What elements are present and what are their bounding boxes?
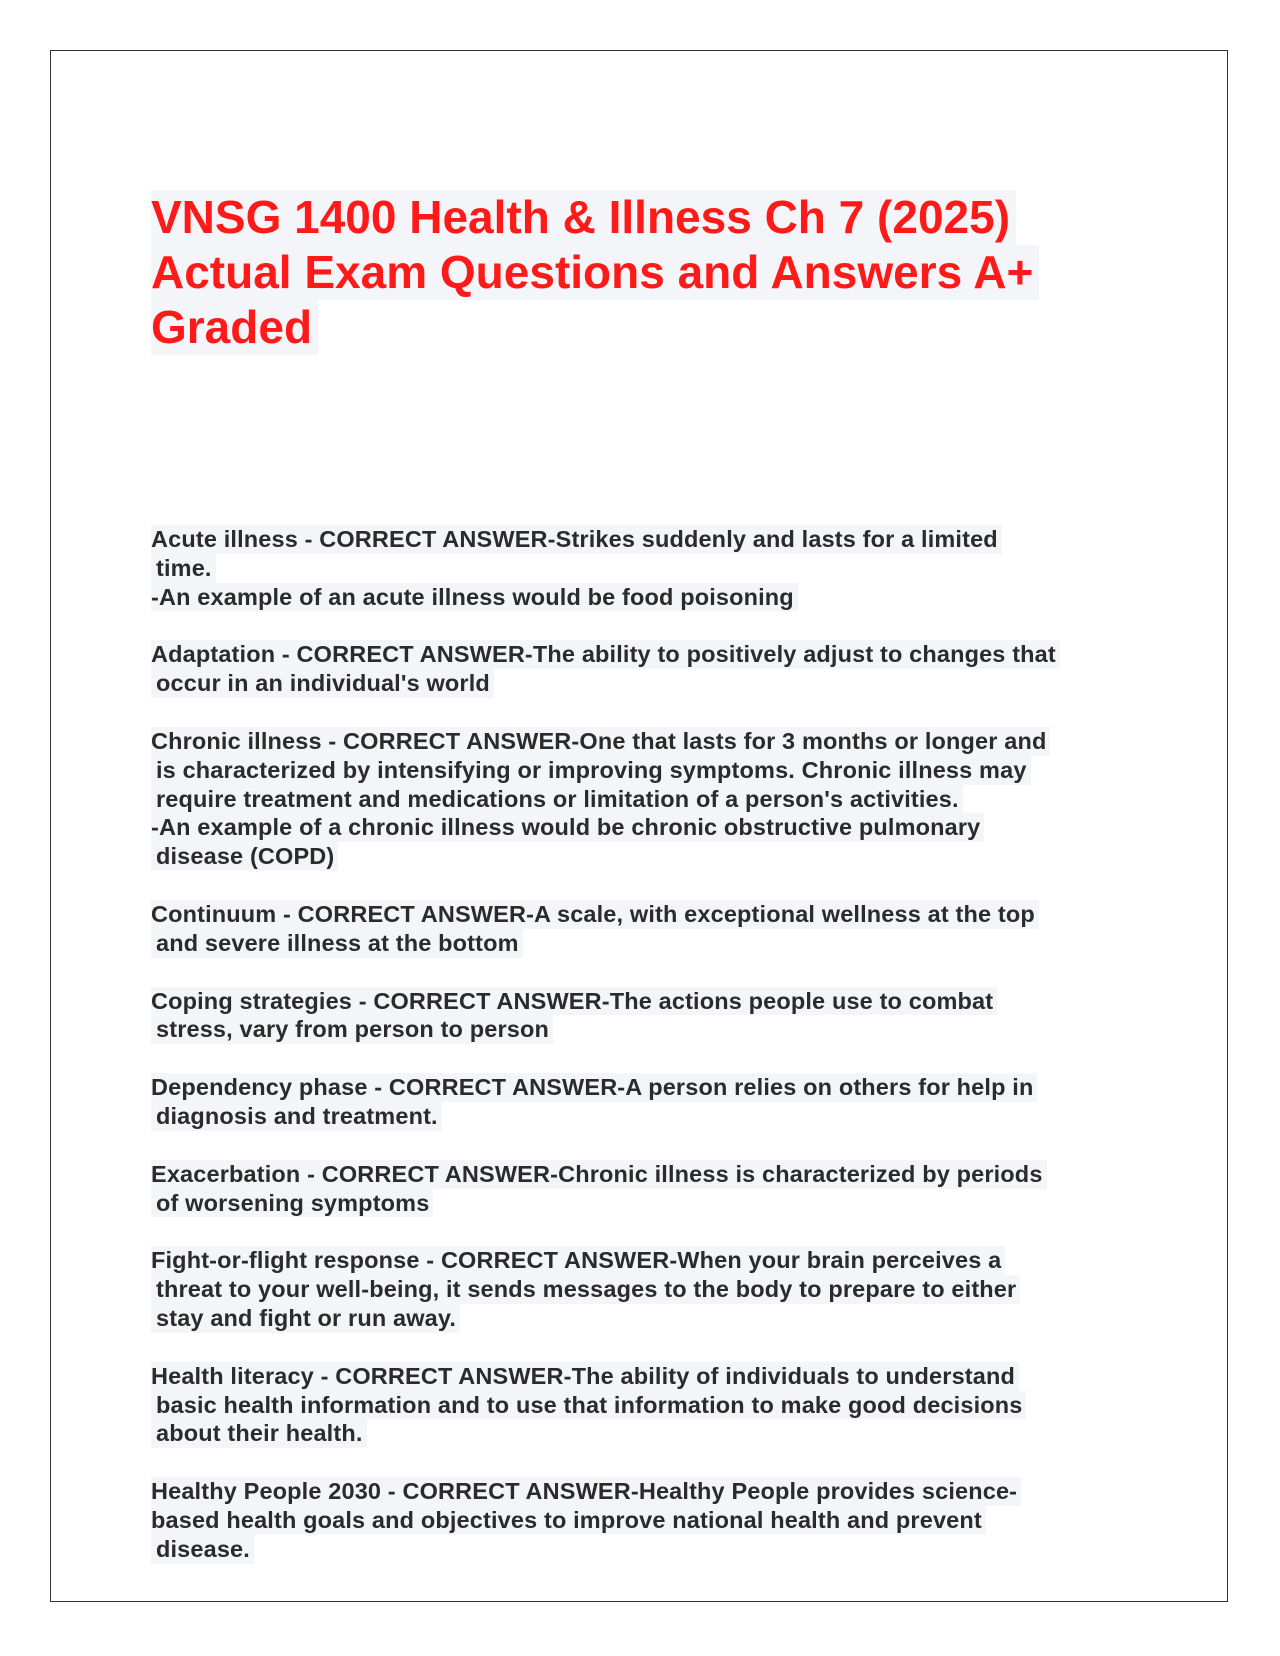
entry-text-line: -An example of an acute illness would be food poisoning	[151, 583, 798, 612]
entry-text-line: of worsening symptoms	[151, 1189, 433, 1218]
entry-text-line: Health literacy - CORRECT ANSWER-The ability of individuals to understand	[151, 1362, 1019, 1391]
entry-text-line: stay and fight or run away.	[151, 1304, 460, 1333]
entry-text-line: disease (COPD)	[151, 842, 338, 871]
qa-entry	[151, 1362, 1141, 1448]
entry-text-line: Fight-or-flight response - CORRECT ANSWER-When your brain perceives a	[151, 1246, 1005, 1275]
qa-entry	[151, 1160, 1141, 1218]
entry-text-line: occur in an individual's world	[151, 669, 494, 698]
qa-entry	[151, 987, 1141, 1045]
qa-entry	[151, 900, 1141, 958]
title-line-1: VNSG 1400 Health & Illness Ch 7 (2025)	[151, 190, 1016, 245]
entry-text-line: stress, vary from person to person	[151, 1015, 553, 1044]
qa-entry	[151, 727, 1141, 871]
title-line-2: Actual Exam Questions and Answers A+	[151, 245, 1039, 300]
qa-entry	[151, 1073, 1141, 1131]
qa-entry	[151, 1477, 1141, 1563]
entry-text-line: Continuum - CORRECT ANSWER-A scale, with exceptional wellness at the top	[151, 900, 1039, 929]
qa-entry-list	[151, 525, 1141, 1593]
entry-text-line: Healthy People 2030 - CORRECT ANSWER-Healthy People provides science-	[151, 1477, 1021, 1506]
entry-text-line: and severe illness at the bottom	[151, 929, 523, 958]
entry-text-line: basic health information and to use that information to make good decisions	[151, 1391, 1026, 1420]
entry-text-line: Chronic illness - CORRECT ANSWER-One that lasts for 3 months or longer and	[151, 727, 1050, 756]
entry-text-line: disease.	[151, 1535, 254, 1564]
document-title	[151, 190, 1091, 355]
qa-entry	[151, 525, 1141, 611]
qa-entry	[151, 640, 1141, 698]
title-line-3: Graded	[151, 300, 318, 355]
entry-text-line: -An example of a chronic illness would be chronic obstructive pulmonary	[151, 813, 984, 842]
entry-text-line: Coping strategies - CORRECT ANSWER-The actions people use to combat	[151, 987, 997, 1016]
entry-text-line: Dependency phase - CORRECT ANSWER-A person relies on others for help in	[151, 1073, 1037, 1102]
qa-entry	[151, 1246, 1141, 1332]
entry-text-line: threat to your well-being, it sends messages to the body to prepare to either	[151, 1275, 1020, 1304]
entry-text-line: based health goals and objectives to improve national health and prevent	[151, 1506, 986, 1535]
entry-text-line: is characterized by intensifying or improving symptoms. Chronic illness may	[151, 756, 1031, 785]
entry-text-line: Acute illness - CORRECT ANSWER-Strikes suddenly and lasts for a limited	[151, 525, 1002, 554]
entry-text-line: require treatment and medications or limitation of a person's activities.	[151, 785, 963, 814]
entry-text-line: Exacerbation - CORRECT ANSWER-Chronic illness is characterized by periods	[151, 1160, 1047, 1189]
entry-text-line: diagnosis and treatment.	[151, 1102, 442, 1131]
entry-text-line: Adaptation - CORRECT ANSWER-The ability to positively adjust to changes that	[151, 640, 1060, 669]
entry-text-line: time.	[151, 554, 216, 583]
entry-text-line: about their health.	[151, 1419, 367, 1448]
